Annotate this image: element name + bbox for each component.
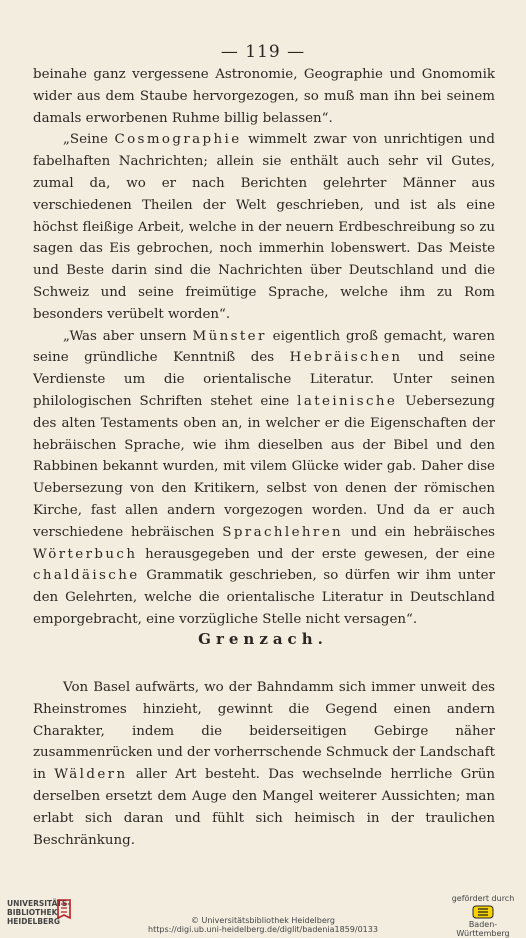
funder-name: Baden-Württemberg (456, 920, 510, 938)
main-text (33, 64, 495, 631)
text-run: eigentlich groß gemacht, waren seine gründliche Kenntniß des (33, 328, 495, 366)
spaced-word: Cosmographie (114, 132, 242, 148)
library-name-line1: UNIVERSITÄTS- (7, 899, 71, 908)
copyright-text: © Universitätsbibliothek Heidelberg (190, 916, 335, 925)
text-run: Grammatik geschrieben, so dürfen wir ihm unter den Gelehrten, welche die orientalische Literatur in Deutschland emporgebracht, eine vorzügliche Stelle nicht versagen“. (33, 568, 495, 627)
paragraph-3 (33, 326, 495, 631)
text-run: Uebersezung des alten Testaments oben an, in welcher er die Eigenschaften der hebräischen Sprache, wie ihm dieselben aus der Bibel und den Rabbinen bekannt wurden, mit vilem Glücke wider gab. Daher dise Uebersezung von den Kritikern, selbst von denen der römischen Kirche, fast allen andern vorgezogen worden. Und da er auch verschiedene hebräischen (33, 393, 495, 540)
spaced-word: Münster (192, 328, 267, 344)
spaced-word: Wäldern (54, 767, 128, 783)
spaced-word: Wörterbuch (33, 546, 138, 562)
spaced-word: lateinische (297, 393, 398, 409)
paragraph-1: beinahe ganz vergessene Astronomie, Geographie und Gnomomik wider aus dem Staube hervorgezogen, so muß man ihn bei seinem damals erworbenen Ruhme billig belassen“. (33, 67, 495, 126)
text-run: herausgegeben und der erste gewesen, der eine (137, 546, 495, 562)
spaced-word: Sprachlehren (222, 524, 344, 540)
section-paragraph (33, 677, 495, 851)
paragraph-2 (33, 129, 495, 325)
source-link[interactable]: https://digi.ub.uni-heidelberg.de/diglit/badenia1859/0133 (148, 925, 378, 934)
text-run: Von Basel aufwärts, wo der Bahndamm sich immer unweit des Rheinstromes hinzieht, gewinnt die Gegend einen andern Charakter, indem die beiderseitigen Gebirge näher zusammenrücken und der vorherrschende Schmuck der Landschaft in (33, 680, 495, 783)
section-text (33, 677, 495, 851)
funder-logo[interactable] (448, 894, 518, 938)
text-run: und seine Verdienste um die orientalische Literatur. Unter seinen philologischen Schriften stehet eine (33, 350, 495, 409)
text-run: wimmelt zwar von unrichtigen und fabelhaften Nachrichten; allein sie enthält auch sehr vil Gutes, zumal da, wo er nach Berichten gelehrter Männer aus verschiedenen Theilen der Welt geschrieben, und ist als eine höchst fleißige Arbeit, welche in der neuern Erdbeschreibung so zu sagen das Eis gebrochen, noch immerhin lobenswert. Das Meiste und Beste darin sind die Nachrichten über Deutschland und die Schweiz und seine freimütige Sprache, welche ihm zu Rom besonders verübelt worden“. (33, 132, 495, 322)
spaced-word: chaldäische (33, 568, 140, 584)
library-name-line3: HEIDELBERG (7, 917, 61, 926)
text-run: „Seine (63, 132, 115, 148)
section-heading: Grenzach. (198, 630, 328, 648)
page-number: — 119 — (220, 42, 306, 62)
text-run: „Was aber unsern (63, 328, 193, 344)
spaced-word: Hebräischen (289, 350, 403, 366)
funded-by-label: gefördert durch (451, 894, 515, 903)
library-name-line2: BIBLIOTHEK (7, 908, 58, 917)
text-run: und ein hebräisches (343, 524, 495, 540)
text-run: aller Art besteht. Das wechselnde herrliche Grün derselben ersetzt dem Auge den Mangel weiterer Aussichten; man erlabt sich daran und fühlt sich heimisch in der traulichen Beschränkung. (33, 767, 496, 848)
state-emblem-icon (472, 905, 494, 919)
footer (0, 894, 526, 938)
